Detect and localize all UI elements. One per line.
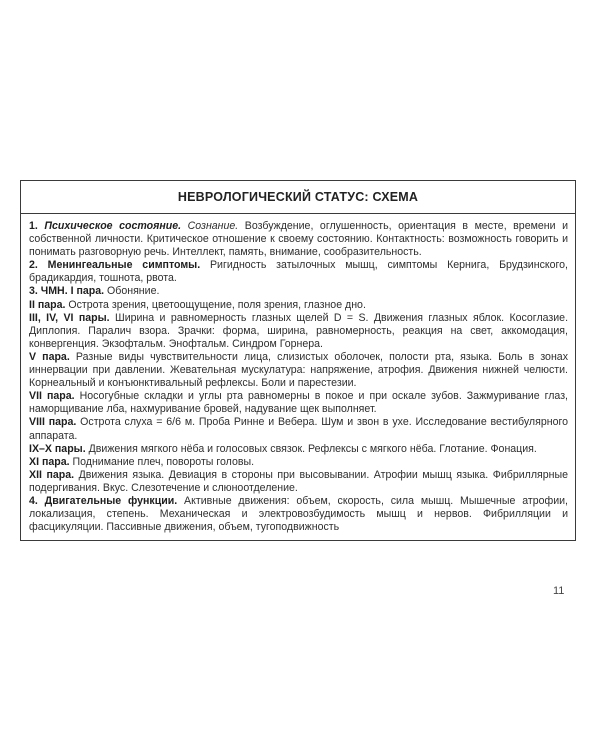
item-cn-9-10 [29, 443, 568, 456]
item-text: Движения языка. Девиация в стороны при высовывании. Атрофии мышц языка. Фибриллярные подергивания. Вкус. Слезотечение и слюноотделение. [29, 468, 568, 494]
item-head: III, IV, VI пары. [29, 311, 110, 324]
item-head: VII пара. [29, 390, 75, 403]
item-motor [29, 495, 568, 534]
item-text: Возбуждение, оглушенность, ориентация в месте, времени и собственной личности. Критическое отношение к своему состоянию. Контактность: возможность говорить и понимать разговорную речь. Интеллект, память, внимание, сообразительность. [29, 220, 569, 259]
item-mental-state [29, 220, 568, 259]
box-title: НЕВРОЛОГИЧЕСКИЙ СТАТУС: СХЕМА [21, 181, 575, 214]
item-cn-12 [29, 469, 568, 495]
scheme-box [20, 180, 576, 541]
item-head: IX–X пары. [29, 442, 86, 455]
item-head: XII пара. [29, 468, 75, 481]
item-text: Носогубные складки и углы рта равномерны в покое и при оскале зубов. Зажмуривание глаз, наморщивание лба, нахмуривание бровей, надувание щек выполняет. [29, 390, 569, 416]
item-head: V пара. [29, 350, 70, 363]
item-cn-5 [29, 351, 568, 390]
item-head: VIII пара. [29, 416, 77, 429]
item-cn-2 [29, 299, 568, 312]
item-lead-italic: Сознание. [181, 220, 239, 232]
item-text: Ширина и равномерность глазных щелей D = S. Движения глазных яблок. Косоглазие. Диплопия. Паралич взора. Зрачки: форма, ширина, равномерность, реакция на свет, аккомодация, конвергенция. Экзофтальм. Энофтальм. Синдром Горнера. [29, 311, 569, 350]
item-head: II пара. [29, 298, 66, 311]
item-text: Ригидность затылочных мышц, симптомы Кернига, Брудзинского, брадикардия, тошнота, рвота. [29, 259, 568, 285]
page-number: 11 [553, 585, 565, 597]
item-head: XI пара. [29, 455, 70, 468]
item-cn-8 [29, 416, 568, 442]
item-head: 2. Менингеальные симптомы. [29, 259, 201, 272]
box-body [21, 214, 575, 540]
item-text: Поднимание плеч, повороты головы. [69, 455, 255, 468]
item-text: Движения мягкого нёба и голосовых связок. Рефлексы с мягкого нёба. Глотание. Фонация. [85, 442, 537, 455]
item-text: Активные движения: объем, скорость, сила мышц. Мышечные атрофии, локализация, степень. Механическая и электровозбудимость мышц и нервов. Фибрилляции и фасцикуляции. Пассивные движения, объем, тугоподвижность [29, 494, 569, 534]
item-cn-3-4-6 [29, 312, 568, 351]
item-meningeal [29, 259, 568, 285]
item-text: Обоняние. [104, 285, 160, 298]
item-cn-7 [29, 390, 568, 416]
item-head: 3. ЧМН. I пара. [29, 285, 105, 298]
item-text: Острота зрения, цветоощущение, поля зрения, глазное дно. [65, 298, 366, 311]
item-text: Острота слуха = 6/6 м. Проба Ринне и Вебера. Шум и звон в ухе. Исследование вестибулярного аппарата. [29, 416, 568, 442]
item-cn-11 [29, 456, 568, 469]
item-head: 4. Двигательные функции. [29, 494, 178, 507]
item-head: 1. Психическое состояние. [29, 220, 182, 232]
item-cn-1 [29, 285, 568, 298]
item-text: Разные виды чувствительности лица, слизистых оболочек, полости рта, языка. Боль в зонах иннервации при давлении. Жевательная мускулатура: напряжение, атрофия. Движения нижней челюсти. Корнеальный и конъюнктивальный рефлексы. Боли и парестезии. [29, 350, 568, 390]
